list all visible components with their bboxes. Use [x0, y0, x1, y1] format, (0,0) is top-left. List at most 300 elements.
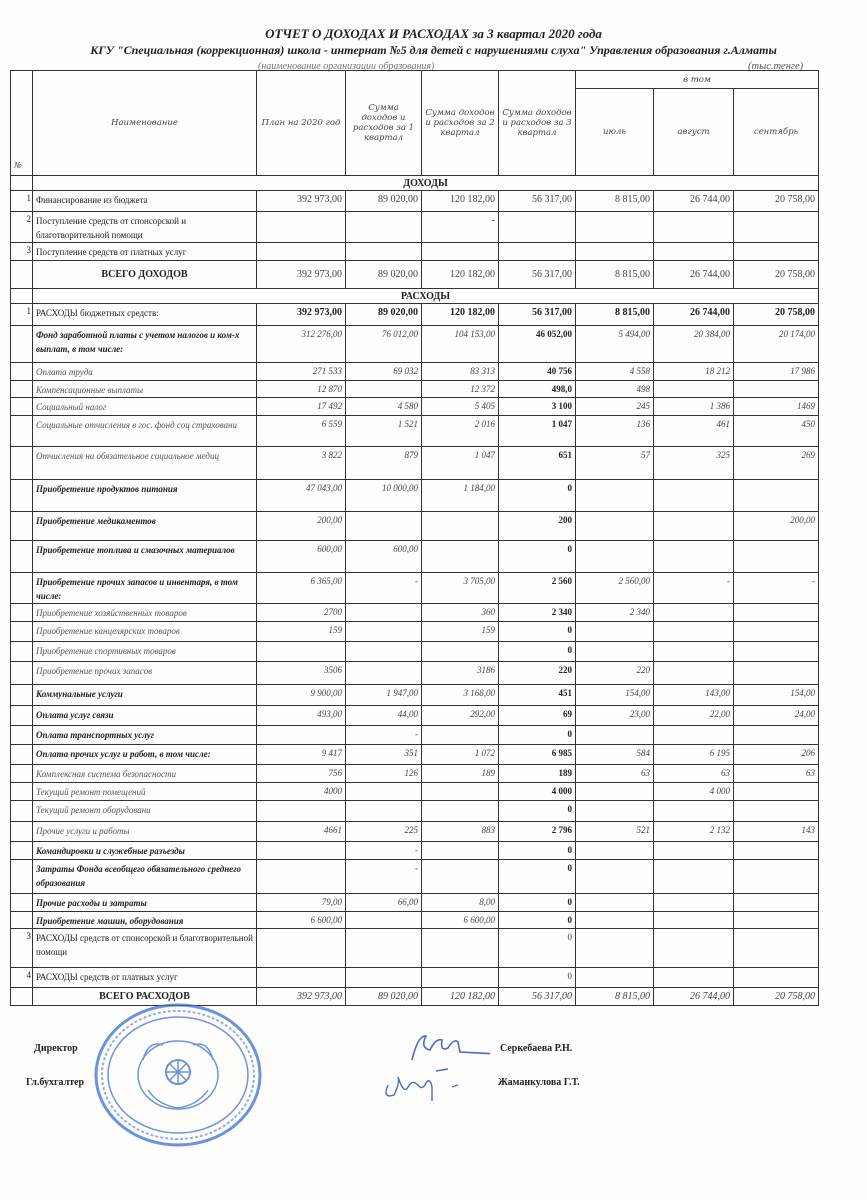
director-label: Директор [34, 1043, 78, 1054]
cell-aug: 20 384,00 [654, 326, 734, 363]
cell-plan: 392 973,00 [257, 191, 346, 212]
row-number [11, 398, 33, 416]
cell-q2 [422, 512, 499, 541]
cell-aug: 26 744,00 [654, 304, 734, 326]
cell-aug [654, 912, 734, 929]
row-label: РАСХОДЫ средств от платных услуг [33, 968, 257, 988]
cell-q3: 56 317,00 [499, 191, 576, 212]
row-label: Приобретение хозяйственных товаров [33, 604, 257, 622]
official-stamp [88, 1000, 268, 1150]
cell-jul [576, 968, 654, 988]
cell-jul [576, 726, 654, 745]
cell-q2: 360 [422, 604, 499, 622]
cell-q2 [422, 929, 499, 968]
expense-row [11, 416, 819, 447]
cell-plan: 312 276,00 [257, 326, 346, 363]
cell-sep [734, 842, 819, 860]
row-label: Поступление средств от платных услуг [33, 243, 257, 261]
cell-q2: 292,00 [422, 706, 499, 726]
cell-q1: 89 020,00 [346, 304, 422, 326]
cell-q1: 44,00 [346, 706, 422, 726]
cell-aug [654, 726, 734, 745]
cell-jul: 154,00 [576, 685, 654, 706]
cell-plan [257, 801, 346, 822]
cell-q2 [422, 801, 499, 822]
accountant-signature [378, 1065, 468, 1105]
cell-sep: - [734, 573, 819, 604]
row-label: Приобретение канцелярских товаров [33, 622, 257, 642]
row-label: РАСХОДЫ средств от спонсорской и благотворительной помощи [33, 929, 257, 968]
row-label: Приобретение продуктов питания [33, 480, 257, 512]
cell-q2: 1 047 [422, 447, 499, 480]
cell-sep [734, 912, 819, 929]
col-jul: июль [576, 89, 654, 176]
total-label: ВСЕГО ДОХОДОВ [33, 261, 257, 289]
cell-q1: - [346, 842, 422, 860]
cell-sep [734, 783, 819, 801]
row-number [11, 447, 33, 480]
cell-jul [576, 860, 654, 894]
cell-plan: 3506 [257, 662, 346, 685]
cell-plan: 600,00 [257, 541, 346, 573]
expense-row [11, 783, 819, 801]
cell-aug [654, 480, 734, 512]
expense-row [11, 398, 819, 416]
income-row [11, 191, 819, 212]
cell-sep [734, 642, 819, 662]
income-section-header: ДОХОДЫ [33, 176, 819, 191]
expense-row [11, 968, 819, 988]
cell-q1: 600,00 [346, 541, 422, 573]
cell-jul [576, 642, 654, 662]
col-no: № [11, 71, 33, 176]
cell-q2: 3186 [422, 662, 499, 685]
cell-q3: 40 756 [499, 363, 576, 381]
cell-plan: 47 043,00 [257, 480, 346, 512]
cell-aug [654, 622, 734, 642]
expense-row [11, 822, 819, 842]
col-q2: Сумма доходов и расходов за 2 квартал [422, 71, 499, 176]
cell-jul: 498 [576, 381, 654, 398]
cell-plan: 9 900,00 [257, 685, 346, 706]
cell-aug [654, 541, 734, 573]
cell-sep: 200,00 [734, 512, 819, 541]
cell-jul [576, 912, 654, 929]
expense-row [11, 842, 819, 860]
cell-q1 [346, 604, 422, 622]
cell-plan [257, 929, 346, 968]
row-label: Прочие расходы и затраты [33, 894, 257, 912]
cell-jul [576, 929, 654, 968]
total-label: ВСЕГО РАСХОДОВ [33, 988, 257, 1006]
cell-q2 [422, 726, 499, 745]
col-group: в том [576, 71, 819, 89]
cell-plan: 392 973,00 [257, 304, 346, 326]
cell-jul: 245 [576, 398, 654, 416]
total-q2: 120 182,00 [422, 261, 499, 289]
cell-plan: 200,00 [257, 512, 346, 541]
organization-caption: (наименование организации образования) [258, 61, 435, 72]
cell-plan: 493,00 [257, 706, 346, 726]
cell-sep: 206 [734, 745, 819, 765]
cell-q3: 56 317,00 [499, 304, 576, 326]
row-label: Комплексная система безопасности [33, 765, 257, 783]
row-number [11, 894, 33, 912]
cell-plan [257, 968, 346, 988]
expense-row [11, 512, 819, 541]
cell-sep: 143 [734, 822, 819, 842]
cell-jul: 23,00 [576, 706, 654, 726]
cell-aug [654, 512, 734, 541]
cell-plan: 3 822 [257, 447, 346, 480]
cell-aug [654, 842, 734, 860]
unit-label: (тыс.тенге) [748, 61, 804, 72]
cell-q1 [346, 642, 422, 662]
total-plan: 392 973,00 [257, 261, 346, 289]
row-number [11, 363, 33, 381]
cell-jul: 5 494,00 [576, 326, 654, 363]
total-q1: 89 020,00 [346, 261, 422, 289]
cell-q2: 120 182,00 [422, 304, 499, 326]
expense-row [11, 801, 819, 822]
cell-aug [654, 860, 734, 894]
row-number: 1 [11, 191, 33, 212]
income-row [11, 212, 819, 243]
cell-plan: 6 365,00 [257, 573, 346, 604]
cell-q1 [346, 662, 422, 685]
cell-jul [576, 783, 654, 801]
cell-aug [654, 929, 734, 968]
row-number: 3 [11, 929, 33, 968]
cell-q3: 0 [499, 842, 576, 860]
income-section-header-row [11, 176, 819, 191]
cell-aug: 18 212 [654, 363, 734, 381]
cell-aug: 325 [654, 447, 734, 480]
cell-q2: 12 372 [422, 381, 499, 398]
row-label: Командировки и служебные разъезды [33, 842, 257, 860]
expense-row [11, 912, 819, 929]
row-number [11, 822, 33, 842]
cell-q2: 1 072 [422, 745, 499, 765]
cell-aug [654, 212, 734, 243]
expense-row [11, 381, 819, 398]
cell-aug: 26 744,00 [654, 191, 734, 212]
row-label: Приобретение топлива и смазочных материалов [33, 541, 257, 573]
cell-sep [734, 860, 819, 894]
cell-sep: 20 174,00 [734, 326, 819, 363]
cell-jul: 521 [576, 822, 654, 842]
cell-q2: 6 600,00 [422, 912, 499, 929]
cell-sep [734, 212, 819, 243]
cell-q1 [346, 801, 422, 822]
cell-sep [734, 968, 819, 988]
row-number [11, 480, 33, 512]
cell-jul: 2 560,00 [576, 573, 654, 604]
row-label: Оплата транспортных услуг [33, 726, 257, 745]
cell-q3: 189 [499, 765, 576, 783]
cell-plan: 12 870 [257, 381, 346, 398]
organization-name: КГУ "Специальная (коррекционная) школа - интернат №5 для детей с нарушениями слуха" Управления образования г.Алматы [90, 43, 777, 57]
cell-plan: 4000 [257, 783, 346, 801]
cell-sep [734, 894, 819, 912]
total-jul: 8 815,00 [576, 988, 654, 1006]
row-number [11, 765, 33, 783]
expense-row [11, 685, 819, 706]
cell-q2: 189 [422, 765, 499, 783]
row-label: Компенсационные выплаты [33, 381, 257, 398]
cell-q3: 0 [499, 480, 576, 512]
cell-q3: 0 [499, 860, 576, 894]
cell-q3: 0 [499, 912, 576, 929]
row-label: Фонд заработной платы с учетом налогов и ком-х выплат, в том числе: [33, 326, 257, 363]
cell-jul: 57 [576, 447, 654, 480]
cell-sep: 20 758,00 [734, 304, 819, 326]
row-number [11, 662, 33, 685]
total-q3: 56 317,00 [499, 261, 576, 289]
cell-q3: 200 [499, 512, 576, 541]
cell-q1: 1 947,00 [346, 685, 422, 706]
cell-jul: 2 340 [576, 604, 654, 622]
cell-q2 [422, 842, 499, 860]
cell-q2: 8,00 [422, 894, 499, 912]
total-q2: 120 182,00 [422, 988, 499, 1006]
expense-row [11, 363, 819, 381]
cell-sep [734, 929, 819, 968]
cell-plan: 6 559 [257, 416, 346, 447]
cell-q3: 0 [499, 642, 576, 662]
cell-q3: 0 [499, 726, 576, 745]
cell-jul: 220 [576, 662, 654, 685]
cell-jul [576, 480, 654, 512]
row-number [11, 912, 33, 929]
cell-q2: 104 153,00 [422, 326, 499, 363]
cell-plan: 4661 [257, 822, 346, 842]
cell-aug: 22,00 [654, 706, 734, 726]
row-label: Прочие услуги и работы [33, 822, 257, 842]
cell-q2: 3 705,00 [422, 573, 499, 604]
cell-q3: 498,0 [499, 381, 576, 398]
total-q3: 56 317,00 [499, 988, 576, 1006]
cell-sep [734, 381, 819, 398]
cell-sep [734, 726, 819, 745]
cell-plan: 6 600,00 [257, 912, 346, 929]
row-number [11, 512, 33, 541]
director-name: Серкебаева Р.Н. [500, 1043, 573, 1054]
row-label: Приобретение машин, оборудования [33, 912, 257, 929]
cell-sep: 24,00 [734, 706, 819, 726]
cell-aug: 461 [654, 416, 734, 447]
col-q3: Сумма доходов и расходов за 3 квартал [499, 71, 576, 176]
cell-jul [576, 243, 654, 261]
accountant-label: Гл.бухгалтер [26, 1077, 85, 1088]
cell-q1 [346, 512, 422, 541]
cell-aug [654, 801, 734, 822]
row-label: Финансирование из бюджета [33, 191, 257, 212]
cell-sep [734, 541, 819, 573]
cell-plan: 17 492 [257, 398, 346, 416]
row-number [11, 541, 33, 573]
total-jul: 8 815,00 [576, 261, 654, 289]
row-label: Затраты Фонда всеобщего обязательного среднего образования [33, 860, 257, 894]
row-number [11, 860, 33, 894]
cell-aug [654, 894, 734, 912]
director-signature [400, 1030, 490, 1064]
cell-q2: 883 [422, 822, 499, 842]
row-label: Текущий ремонт оборудовани [33, 801, 257, 822]
cell-q1 [346, 212, 422, 243]
cell-q1: - [346, 573, 422, 604]
cell-q2: 3 168,00 [422, 685, 499, 706]
row-number [11, 988, 33, 1006]
row-label: Отчисления на обязательное социальное медиц [33, 447, 257, 480]
cell-q3: 6 985 [499, 745, 576, 765]
expense-row [11, 604, 819, 622]
row-index [11, 289, 33, 304]
cell-q1 [346, 243, 422, 261]
expense-row [11, 642, 819, 662]
cell-q1: 10 000,00 [346, 480, 422, 512]
expense-section-header: РАСХОДЫ [33, 289, 819, 304]
cell-sep [734, 622, 819, 642]
expense-row [11, 745, 819, 765]
cell-aug: 2 132 [654, 822, 734, 842]
cell-q3: 220 [499, 662, 576, 685]
row-number [11, 745, 33, 765]
cell-aug: 1 386 [654, 398, 734, 416]
expense-row [11, 662, 819, 685]
cell-jul: 4 558 [576, 363, 654, 381]
cell-sep [734, 243, 819, 261]
cell-q1: 879 [346, 447, 422, 480]
row-number [11, 326, 33, 363]
expense-row [11, 447, 819, 480]
cell-q2 [422, 642, 499, 662]
expense-row [11, 480, 819, 512]
row-number [11, 783, 33, 801]
cell-plan: 9 417 [257, 745, 346, 765]
cell-plan [257, 243, 346, 261]
cell-aug: - [654, 573, 734, 604]
cell-q3: 0 [499, 622, 576, 642]
cell-q3 [499, 243, 576, 261]
cell-sep: 63 [734, 765, 819, 783]
col-aug: август [654, 89, 734, 176]
cell-jul [576, 801, 654, 822]
cell-jul: 8 815,00 [576, 304, 654, 326]
report-title: ОТЧЕТ О ДОХОДАХ И РАСХОДАХ за 3 квартал 2020 года [265, 26, 602, 41]
row-number: 2 [11, 212, 33, 243]
total-aug: 26 744,00 [654, 988, 734, 1006]
cell-sep: 1469 [734, 398, 819, 416]
cell-q3: 0 [499, 968, 576, 988]
row-label: Приобретение медикаментов [33, 512, 257, 541]
cell-sep: 20 758,00 [734, 191, 819, 212]
row-label: Социальные отчисления в гос. фонд соц страховани [33, 416, 257, 447]
cell-q1: 69 032 [346, 363, 422, 381]
row-index [11, 176, 33, 191]
cell-plan: 79,00 [257, 894, 346, 912]
row-number [11, 622, 33, 642]
cell-aug [654, 243, 734, 261]
expense-row [11, 860, 819, 894]
row-label: Приобретение прочих запасов [33, 662, 257, 685]
cell-aug [654, 381, 734, 398]
cell-plan: 2700 [257, 604, 346, 622]
cell-q2: 5 405 [422, 398, 499, 416]
cell-q3: 0 [499, 894, 576, 912]
cell-plan: 756 [257, 765, 346, 783]
expense-row [11, 765, 819, 783]
cell-q1 [346, 381, 422, 398]
cell-q1: 4 580 [346, 398, 422, 416]
cell-jul: 8 815,00 [576, 191, 654, 212]
row-label: Коммунальные услуги [33, 685, 257, 706]
cell-aug [654, 968, 734, 988]
cell-sep: 17 986 [734, 363, 819, 381]
expense-section-header-row [11, 289, 819, 304]
row-number [11, 381, 33, 398]
expense-row [11, 894, 819, 912]
cell-q3 [499, 212, 576, 243]
expense-row [11, 706, 819, 726]
cell-q1 [346, 912, 422, 929]
cell-jul: 136 [576, 416, 654, 447]
total-plan: 392 973,00 [257, 988, 346, 1006]
cell-q2 [422, 968, 499, 988]
row-label: Оплата труда [33, 363, 257, 381]
cell-q1 [346, 622, 422, 642]
cell-q1: 66,00 [346, 894, 422, 912]
cell-q2: 1 184,00 [422, 480, 499, 512]
row-number [11, 842, 33, 860]
cell-aug [654, 604, 734, 622]
cell-q1: 225 [346, 822, 422, 842]
cell-aug: 143,00 [654, 685, 734, 706]
cell-jul [576, 212, 654, 243]
row-number [11, 726, 33, 745]
cell-sep [734, 662, 819, 685]
row-number [11, 416, 33, 447]
cell-q3: 2 340 [499, 604, 576, 622]
row-number [11, 604, 33, 622]
cell-plan: 271 533 [257, 363, 346, 381]
cell-sep: 269 [734, 447, 819, 480]
cell-q1: 126 [346, 765, 422, 783]
row-label: Приобретение спортивных товаров [33, 642, 257, 662]
cell-jul [576, 842, 654, 860]
total-sep: 20 758,00 [734, 261, 819, 289]
row-number [11, 801, 33, 822]
cell-q1 [346, 929, 422, 968]
cell-q1 [346, 968, 422, 988]
row-label: Социальный налог [33, 398, 257, 416]
cell-plan [257, 842, 346, 860]
cell-q1: - [346, 860, 422, 894]
row-number: 1 [11, 304, 33, 326]
row-label: Поступление средств от спонсорской и благотворительной помощи [33, 212, 257, 243]
cell-q2: 120 182,00 [422, 191, 499, 212]
row-number [11, 261, 33, 289]
row-number [11, 573, 33, 604]
cell-q1: - [346, 726, 422, 745]
income-total-row [11, 261, 819, 289]
col-q1: Сумма доходов и расходов за 1 квартал [346, 71, 422, 176]
row-number: 3 [11, 243, 33, 261]
cell-q2 [422, 243, 499, 261]
expense-row [11, 573, 819, 604]
cell-plan: 159 [257, 622, 346, 642]
row-label: РАСХОДЫ бюджетных средств: [33, 304, 257, 326]
